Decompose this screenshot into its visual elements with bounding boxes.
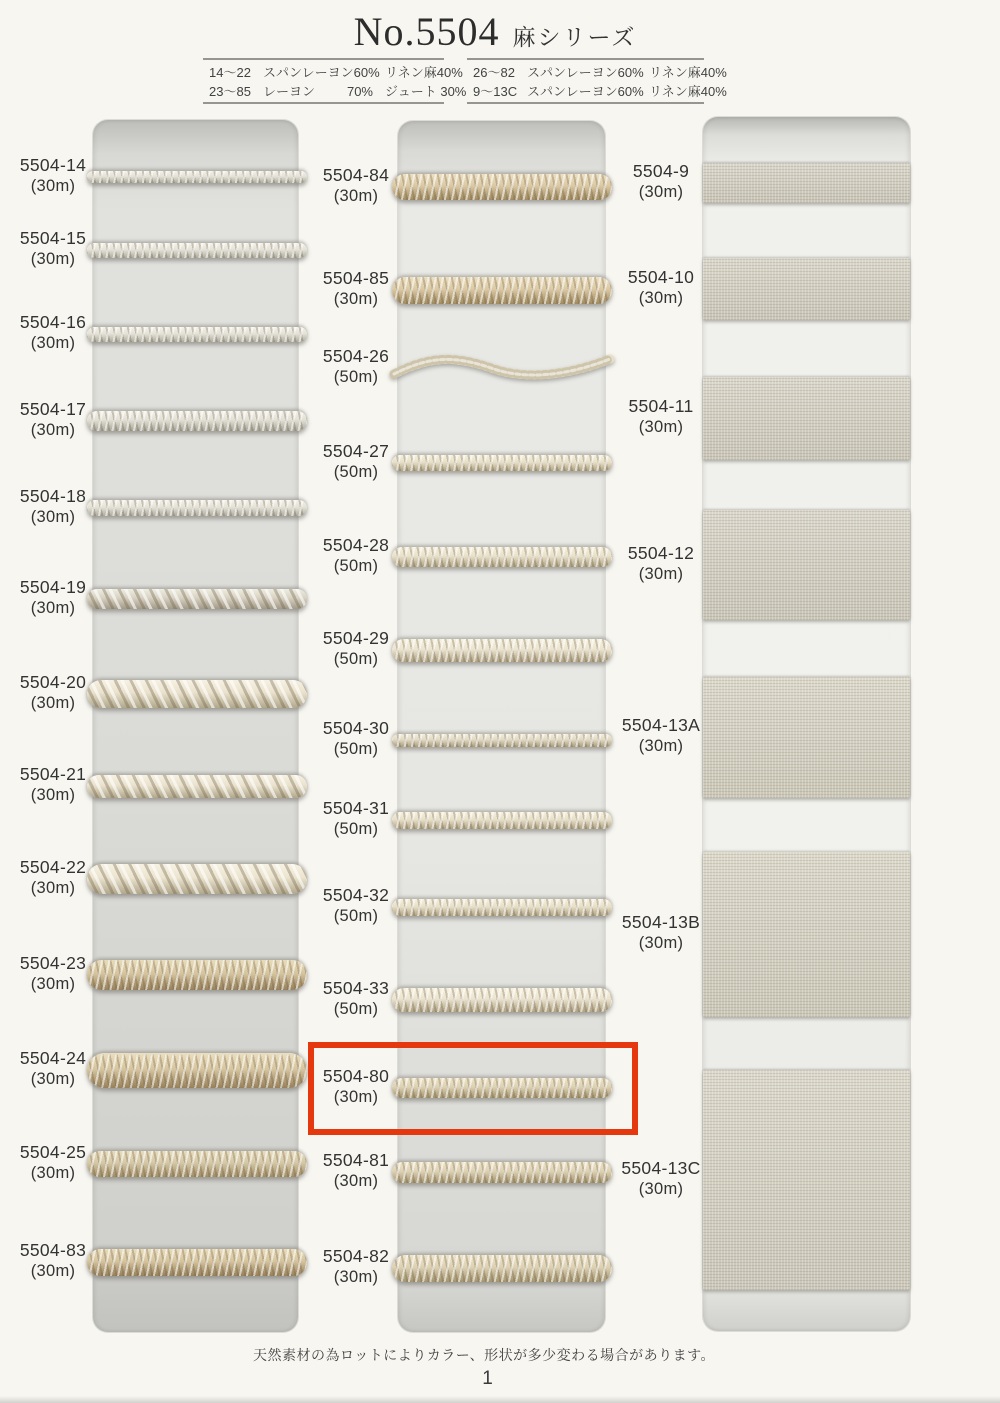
sample-length: (30m) (30, 177, 76, 195)
sample-length: (30m) (333, 1088, 379, 1106)
spec-secondary: リネン麻40% (385, 65, 463, 80)
sample-cord-5504-23 (87, 960, 307, 990)
spec-material-name: スパンレーヨン60% (527, 84, 644, 99)
sample-label-5504-24 (12, 1048, 94, 1090)
sample-code: 5504-11 (628, 396, 694, 416)
sample-code: 5504-28 (322, 535, 390, 555)
sample-length: (50m) (333, 463, 379, 481)
sample-code: 5504-24 (19, 1048, 87, 1068)
spec-range: 26〜82 (473, 65, 515, 80)
sample-tape-5504-12 (703, 510, 910, 620)
sample-code: 5504-12 (627, 543, 695, 563)
sample-code: 5504-17 (19, 399, 87, 419)
spec-material (263, 82, 373, 101)
sample-label-5504-84 (315, 165, 397, 207)
sample-cord-5504-33 (392, 988, 612, 1012)
sample-length: (50m) (333, 1000, 379, 1018)
spec-material-name: レーヨン (263, 84, 316, 99)
spec-range: 9〜13C (473, 84, 518, 99)
spec-material-name: スパンレーヨン60% (263, 65, 380, 80)
sample-code: 5504-9 (632, 161, 690, 181)
series-name: 麻シリーズ (512, 24, 637, 50)
sample-label-5504-30 (315, 718, 397, 760)
sample-cord-5504-15 (87, 243, 307, 258)
spec-material-name: スパンレーヨン60% (527, 65, 644, 80)
sample-label-5504-25 (12, 1142, 94, 1184)
spec-row (473, 82, 727, 101)
sample-label-5504-13B (621, 912, 701, 954)
sample-length: (30m) (30, 1070, 76, 1088)
spec-row (473, 63, 727, 82)
spec-row (209, 82, 467, 101)
sample-label-5504-13C (621, 1158, 701, 1200)
sample-length: (30m) (30, 975, 76, 993)
sample-label-5504-13A (621, 715, 701, 757)
sample-tape-5504-9 (703, 163, 910, 203)
sample-label-5504-15 (12, 228, 94, 270)
sample-label-5504-22 (12, 857, 94, 899)
spec-secondary: ジュート 30% (385, 84, 467, 99)
sample-label-5504-16 (12, 312, 94, 354)
series-number: No.5504 (353, 9, 500, 54)
composition-table-right (467, 58, 727, 104)
sample-label-5504-9 (621, 161, 701, 203)
sample-code: 5504-10 (627, 267, 695, 287)
sample-cord-5504-21 (87, 775, 307, 798)
sample-tape-5504-13A (703, 677, 910, 798)
sample-label-5504-11 (621, 396, 701, 438)
sample-code: 5504-14 (19, 155, 87, 175)
spec-range: 14〜22 (209, 65, 251, 80)
sample-label-5504-27 (315, 441, 397, 483)
composition-table-left (203, 58, 467, 104)
sample-code: 5504-20 (19, 672, 87, 692)
sample-code: 5504-18 (19, 486, 87, 506)
sample-code: 5504-82 (322, 1246, 390, 1266)
sample-code: 5504-33 (322, 978, 390, 998)
sample-label-5504-23 (12, 953, 94, 995)
sample-length: (30m) (30, 599, 76, 617)
sample-length: (30m) (638, 737, 684, 755)
sample-code: 5504-13B (621, 912, 701, 932)
sample-label-5504-82 (315, 1246, 397, 1288)
highlight-rectangle (308, 1042, 638, 1135)
sample-cord-5504-26 (392, 346, 612, 390)
sample-length: (30m) (30, 694, 76, 712)
sample-cord-5504-32 (392, 899, 612, 916)
sample-length: (50m) (333, 820, 379, 838)
sample-cord-5504-85 (392, 277, 612, 304)
sample-label-5504-21 (12, 764, 94, 806)
sample-label-5504-26 (315, 346, 397, 388)
spec-secondary: リネン麻40% (649, 65, 727, 80)
sample-cord-5504-17 (87, 411, 307, 431)
sample-code: 5504-21 (19, 764, 87, 784)
sample-code: 5504-19 (19, 577, 87, 597)
sample-label-5504-10 (621, 267, 701, 309)
sample-label-5504-20 (12, 672, 94, 714)
sample-length: (30m) (30, 1262, 76, 1280)
sample-cord-5504-28 (392, 547, 612, 567)
sample-cord-5504-82 (392, 1255, 612, 1282)
sample-length: (30m) (30, 1164, 76, 1182)
sample-cord-5504-18 (87, 500, 307, 516)
sample-code: 5504-13C (621, 1158, 701, 1178)
sample-code: 5504-13A (621, 715, 701, 735)
sample-code: 5504-32 (322, 885, 390, 905)
sample-code: 5504-81 (322, 1150, 390, 1170)
sample-cord-5504-16 (87, 327, 307, 342)
spec-material (527, 63, 644, 82)
sample-cord-5504-83 (87, 1249, 307, 1276)
sample-label-5504-14 (12, 155, 94, 197)
sample-code: 5504-16 (19, 312, 87, 332)
sample-cord-5504-31 (392, 812, 612, 829)
sample-label-5504-81 (315, 1150, 397, 1192)
sample-cord-5504-19 (87, 589, 307, 609)
sample-code: 5504-22 (19, 857, 87, 877)
sample-length: (30m) (333, 1268, 379, 1286)
sample-label-5504-18 (12, 486, 94, 528)
sample-label-5504-31 (315, 798, 397, 840)
sample-length: (30m) (638, 289, 684, 307)
sample-length: (50m) (333, 740, 379, 758)
sample-length: (30m) (638, 565, 684, 583)
sample-length: (30m) (638, 1180, 684, 1198)
sample-cord-5504-29 (392, 639, 612, 662)
sample-code: 5504-80 (322, 1066, 390, 1086)
sample-length: (50m) (333, 650, 379, 668)
sample-length: (50m) (333, 557, 379, 575)
sample-code: 5504-85 (322, 268, 390, 288)
page-number: 1 (482, 1368, 493, 1389)
sample-tape-5504-11 (703, 377, 910, 460)
sample-length: (30m) (638, 418, 684, 436)
spec-secondary: リネン麻40% (649, 84, 727, 99)
sample-cord-5504-84 (392, 174, 612, 200)
sample-code: 5504-29 (322, 628, 390, 648)
sample-tape-5504-10 (703, 258, 910, 320)
sample-cord-5504-14 (87, 171, 307, 183)
sample-label-5504-33 (315, 978, 397, 1020)
sample-label-5504-12 (621, 543, 701, 585)
sample-code: 5504-83 (19, 1240, 87, 1260)
sample-cord-5504-20 (87, 680, 307, 708)
sample-cord-5504-22 (87, 864, 307, 894)
sample-code: 5504-84 (322, 165, 390, 185)
sample-code: 5504-23 (19, 953, 87, 973)
sample-length: (30m) (333, 290, 379, 308)
sample-tape-5504-13C (703, 1070, 910, 1290)
sample-label-5504-83 (12, 1240, 94, 1282)
page-title (0, 8, 990, 55)
sample-length: (30m) (30, 879, 76, 897)
sample-label-5504-28 (315, 535, 397, 577)
sample-label-5504-32 (315, 885, 397, 927)
sample-length: (30m) (333, 1172, 379, 1190)
sample-length: (30m) (333, 187, 379, 205)
sample-code: 5504-27 (322, 441, 390, 461)
sample-label-5504-19 (12, 577, 94, 619)
sample-length: (30m) (30, 786, 76, 804)
sample-length: (50m) (333, 907, 379, 925)
sample-code: 5504-31 (322, 798, 390, 818)
sample-length: (30m) (638, 183, 684, 201)
spec-material (263, 63, 380, 82)
spec-material-pct: 70% (346, 84, 373, 99)
sample-code: 5504-15 (19, 228, 87, 248)
sample-code: 5504-26 (322, 346, 390, 366)
sample-label-5504-85 (315, 268, 397, 310)
sample-length: (30m) (30, 421, 76, 439)
spec-material (527, 82, 644, 101)
sample-length: (30m) (638, 934, 684, 952)
sample-code: 5504-30 (322, 718, 390, 738)
sample-length: (30m) (30, 250, 76, 268)
footer-note: 天然素材の為ロットによりカラー、形状が多少変わる場合があります。 (252, 1347, 716, 1363)
sample-code: 5504-25 (19, 1142, 87, 1162)
scan-bottom-edge (0, 1396, 1000, 1403)
sample-length: (30m) (30, 508, 76, 526)
sample-label-5504-29 (315, 628, 397, 670)
spec-row (209, 63, 463, 82)
sample-label-5504-17 (12, 399, 94, 441)
sample-cord-5504-30 (392, 734, 612, 747)
sample-cord-5504-27 (392, 455, 612, 471)
sample-length: (50m) (333, 368, 379, 386)
sample-cord-5504-24 (87, 1053, 307, 1088)
sample-cord-5504-81 (392, 1162, 612, 1183)
spec-range: 23〜85 (209, 84, 251, 99)
sample-tape-5504-13B (703, 852, 910, 1017)
sample-length: (30m) (30, 334, 76, 352)
sample-cord-5504-25 (87, 1151, 307, 1177)
